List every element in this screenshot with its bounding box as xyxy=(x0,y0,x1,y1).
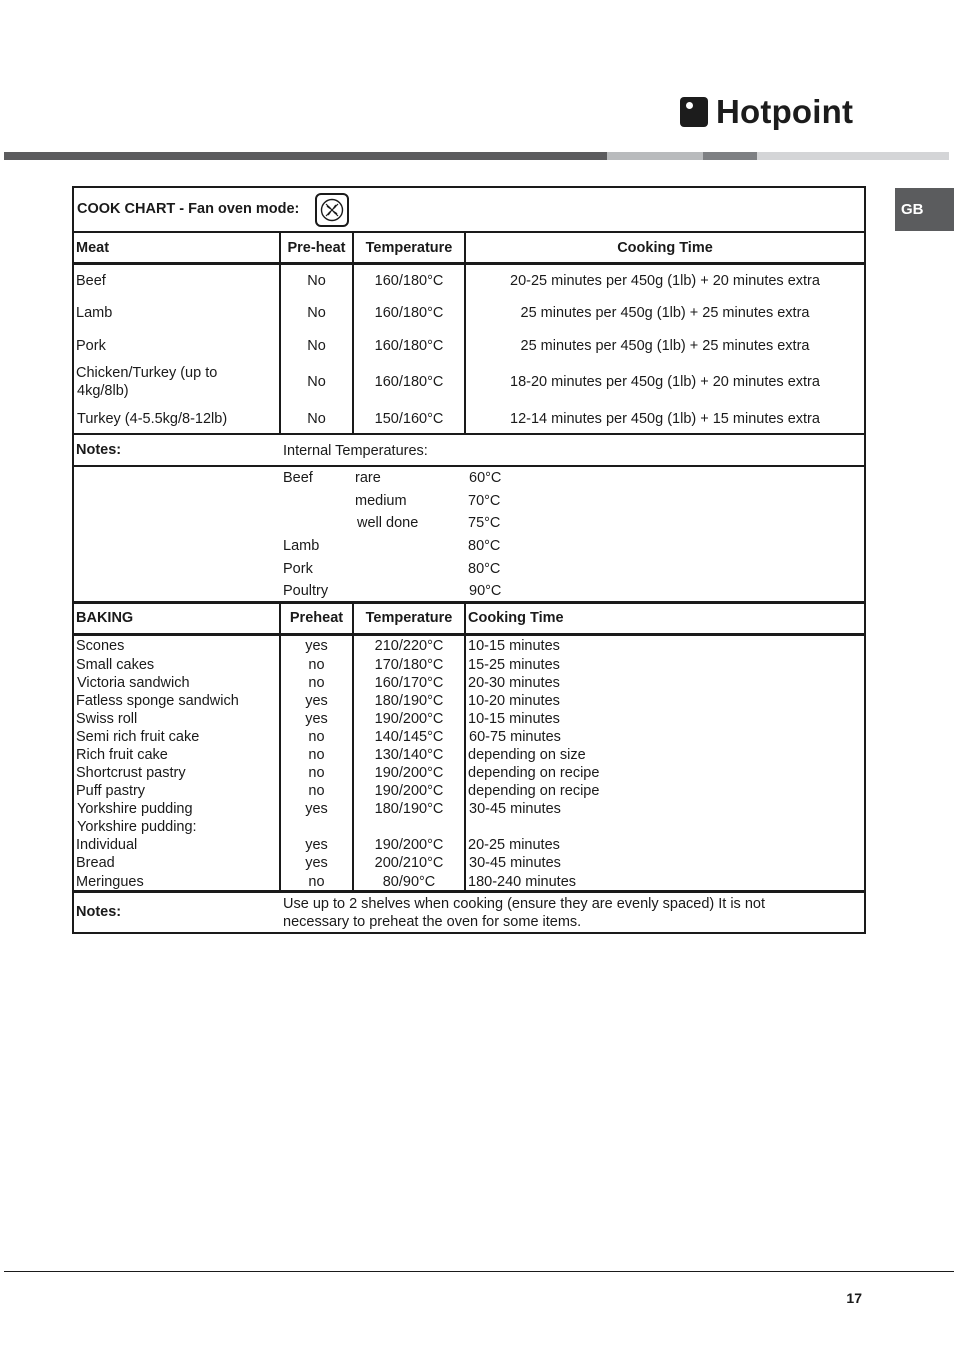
header-meat: Meat xyxy=(76,240,110,256)
baking-preheat: no xyxy=(308,783,325,799)
baking-time: 15-25 minutes xyxy=(468,657,560,673)
baking-item: Meringues xyxy=(76,874,144,890)
meat-item: Chicken/Turkey (up to xyxy=(76,365,218,381)
baking-item: Yorkshire pudding xyxy=(77,801,193,817)
footer-rule xyxy=(4,1271,954,1272)
baking-temp: 190/200°C xyxy=(374,711,444,727)
baking-temp: 180/190°C xyxy=(374,801,444,817)
baking-preheat: yes xyxy=(305,638,328,654)
baking-preheat: no xyxy=(308,729,325,745)
baking-item: Swiss roll xyxy=(76,711,138,727)
meat-preheat: No xyxy=(307,411,326,427)
baking-item: Rich fruit cake xyxy=(76,747,168,763)
baking-time: 180-240 minutes xyxy=(468,874,577,890)
table-divider xyxy=(72,465,866,467)
internal-temperatures-title: Internal Temperatures: xyxy=(283,443,428,459)
header-cooking-time: Cooking Time xyxy=(617,240,713,256)
table-divider xyxy=(72,601,866,604)
table-divider xyxy=(72,433,866,435)
baking-temp: 190/200°C xyxy=(374,765,444,781)
baking-time: 10-15 minutes xyxy=(468,711,560,727)
notes-label: Notes: xyxy=(76,442,122,458)
baking-time: 30-45 minutes xyxy=(469,855,561,871)
baking-preheat: yes xyxy=(305,693,328,709)
meat-time: 18-20 minutes per 450g (1lb) + 20 minutes extra xyxy=(510,374,820,390)
baking-item: Bread xyxy=(76,855,115,871)
baking-temp: 160/170°C xyxy=(374,675,444,691)
meat-time: 12-14 minutes per 450g (1lb) + 15 minutes extra xyxy=(510,411,820,427)
meat-temp: 160/180°C xyxy=(374,374,444,390)
meat-time: 25 minutes per 450g (1lb) + 25 minutes extra xyxy=(520,338,810,354)
meat-preheat: No xyxy=(307,338,326,354)
internal-lamb: Lamb xyxy=(283,538,320,554)
baking-item: Individual xyxy=(76,837,138,853)
baking-time: depending on size xyxy=(468,747,586,763)
baking-item: Yorkshire pudding: xyxy=(77,819,197,835)
internal-beef: Beef xyxy=(283,470,313,486)
baking-time: 10-15 minutes xyxy=(468,638,560,654)
baking-notes-text: Use up to 2 shelves when cooking (ensure they are evenly spaced) It is not xyxy=(283,896,765,912)
internal-poultry-temp: 90°C xyxy=(469,583,502,599)
baking-preheat: yes xyxy=(305,801,328,817)
language-tab: GB xyxy=(895,188,954,231)
baking-item: Puff pastry xyxy=(76,783,146,799)
baking-item: Scones xyxy=(76,638,125,654)
baking-time: 20-25 minutes xyxy=(468,837,560,853)
internal-well-done-temp: 75°C xyxy=(468,515,501,531)
baking-temp: 180/190°C xyxy=(374,693,444,709)
internal-medium-temp: 70°C xyxy=(468,493,501,509)
header-temperature: Temperature xyxy=(365,610,453,626)
meat-temp: 150/160°C xyxy=(374,411,444,427)
column-divider xyxy=(464,602,466,892)
header-bar-segment xyxy=(4,152,607,160)
meat-item: 4kg/8lb) xyxy=(77,383,129,399)
meat-time: 20-25 minutes per 450g (1lb) + 20 minutes extra xyxy=(510,273,820,289)
baking-time: depending on recipe xyxy=(468,783,600,799)
baking-time: 60-75 minutes xyxy=(469,729,561,745)
meat-item: Beef xyxy=(76,273,106,289)
meat-item: Pork xyxy=(76,338,106,354)
baking-item: Victoria sandwich xyxy=(77,675,190,691)
meat-preheat: No xyxy=(307,305,326,321)
internal-pork: Pork xyxy=(283,561,313,577)
baking-preheat: no xyxy=(308,657,325,673)
meat-time: 25 minutes per 450g (1lb) + 25 minutes extra xyxy=(520,305,810,321)
meat-temp: 160/180°C xyxy=(374,273,444,289)
header-bar-segment xyxy=(703,152,757,160)
baking-temp: 140/145°C xyxy=(374,729,444,745)
baking-time: depending on recipe xyxy=(468,765,600,781)
baking-preheat: yes xyxy=(305,837,328,853)
internal-poultry: Poultry xyxy=(283,583,329,599)
internal-well-done: well done xyxy=(357,515,419,531)
internal-rare: rare xyxy=(355,470,381,486)
table-divider xyxy=(72,262,866,265)
baking-time: 20-30 minutes xyxy=(468,675,560,691)
baking-temp: 210/220°C xyxy=(374,638,444,654)
baking-temp: 130/140°C xyxy=(374,747,444,763)
hotpoint-logo xyxy=(680,92,853,132)
baking-item: Small cakes xyxy=(76,657,155,673)
internal-medium: medium xyxy=(355,493,407,509)
meat-temp: 160/180°C xyxy=(374,338,444,354)
brand-name: Hotpoint xyxy=(716,93,854,130)
header-preheat: Pre-heat xyxy=(287,240,346,256)
internal-lamb-temp: 80°C xyxy=(468,538,501,554)
table-divider xyxy=(72,633,866,636)
baking-preheat: no xyxy=(308,765,325,781)
baking-notes-label: Notes: xyxy=(76,904,122,920)
baking-preheat: no xyxy=(308,747,325,763)
baking-preheat: yes xyxy=(305,711,328,727)
meat-preheat: No xyxy=(307,374,326,390)
column-divider xyxy=(352,232,354,434)
table-divider xyxy=(72,231,866,233)
internal-pork-temp: 80°C xyxy=(468,561,501,577)
baking-preheat: no xyxy=(308,874,325,890)
baking-item: Semi rich fruit cake xyxy=(76,729,200,745)
baking-notes-text: necessary to preheat the oven for some items. xyxy=(283,914,582,930)
baking-item: Fatless sponge sandwich xyxy=(76,693,239,709)
baking-temp: 170/180°C xyxy=(374,657,444,673)
baking-item: Shortcrust pastry xyxy=(76,765,186,781)
baking-temp: 190/200°C xyxy=(374,783,444,799)
header-bar-segment xyxy=(607,152,703,160)
hotpoint-logo-icon xyxy=(680,97,708,127)
meat-preheat: No xyxy=(307,273,326,289)
column-divider xyxy=(279,232,281,434)
meat-item: Turkey (4-5.5kg/8-12lb) xyxy=(77,411,228,427)
header-temperature: Temperature xyxy=(365,240,453,256)
meat-temp: 160/180°C xyxy=(374,305,444,321)
baking-time: 10-20 minutes xyxy=(468,693,560,709)
baking-temp: 190/200°C xyxy=(374,837,444,853)
baking-preheat: yes xyxy=(305,855,328,871)
baking-time: 30-45 minutes xyxy=(469,801,561,817)
header-bar-segment xyxy=(757,152,949,160)
header-baking: BAKING xyxy=(76,610,134,626)
fan-oven-icon xyxy=(315,193,349,227)
internal-rare-temp: 60°C xyxy=(469,470,502,486)
baking-temp: 80/90°C xyxy=(382,874,436,890)
baking-temp: 200/210°C xyxy=(374,855,444,871)
header-cooking-time: Cooking Time xyxy=(468,610,564,626)
column-divider xyxy=(464,232,466,434)
chart-title: COOK CHART - Fan oven mode: xyxy=(77,201,300,217)
page-number: 17 xyxy=(846,1290,862,1306)
meat-item: Lamb xyxy=(76,305,113,321)
baking-preheat: no xyxy=(308,675,325,691)
header-preheat: Preheat xyxy=(289,610,344,626)
